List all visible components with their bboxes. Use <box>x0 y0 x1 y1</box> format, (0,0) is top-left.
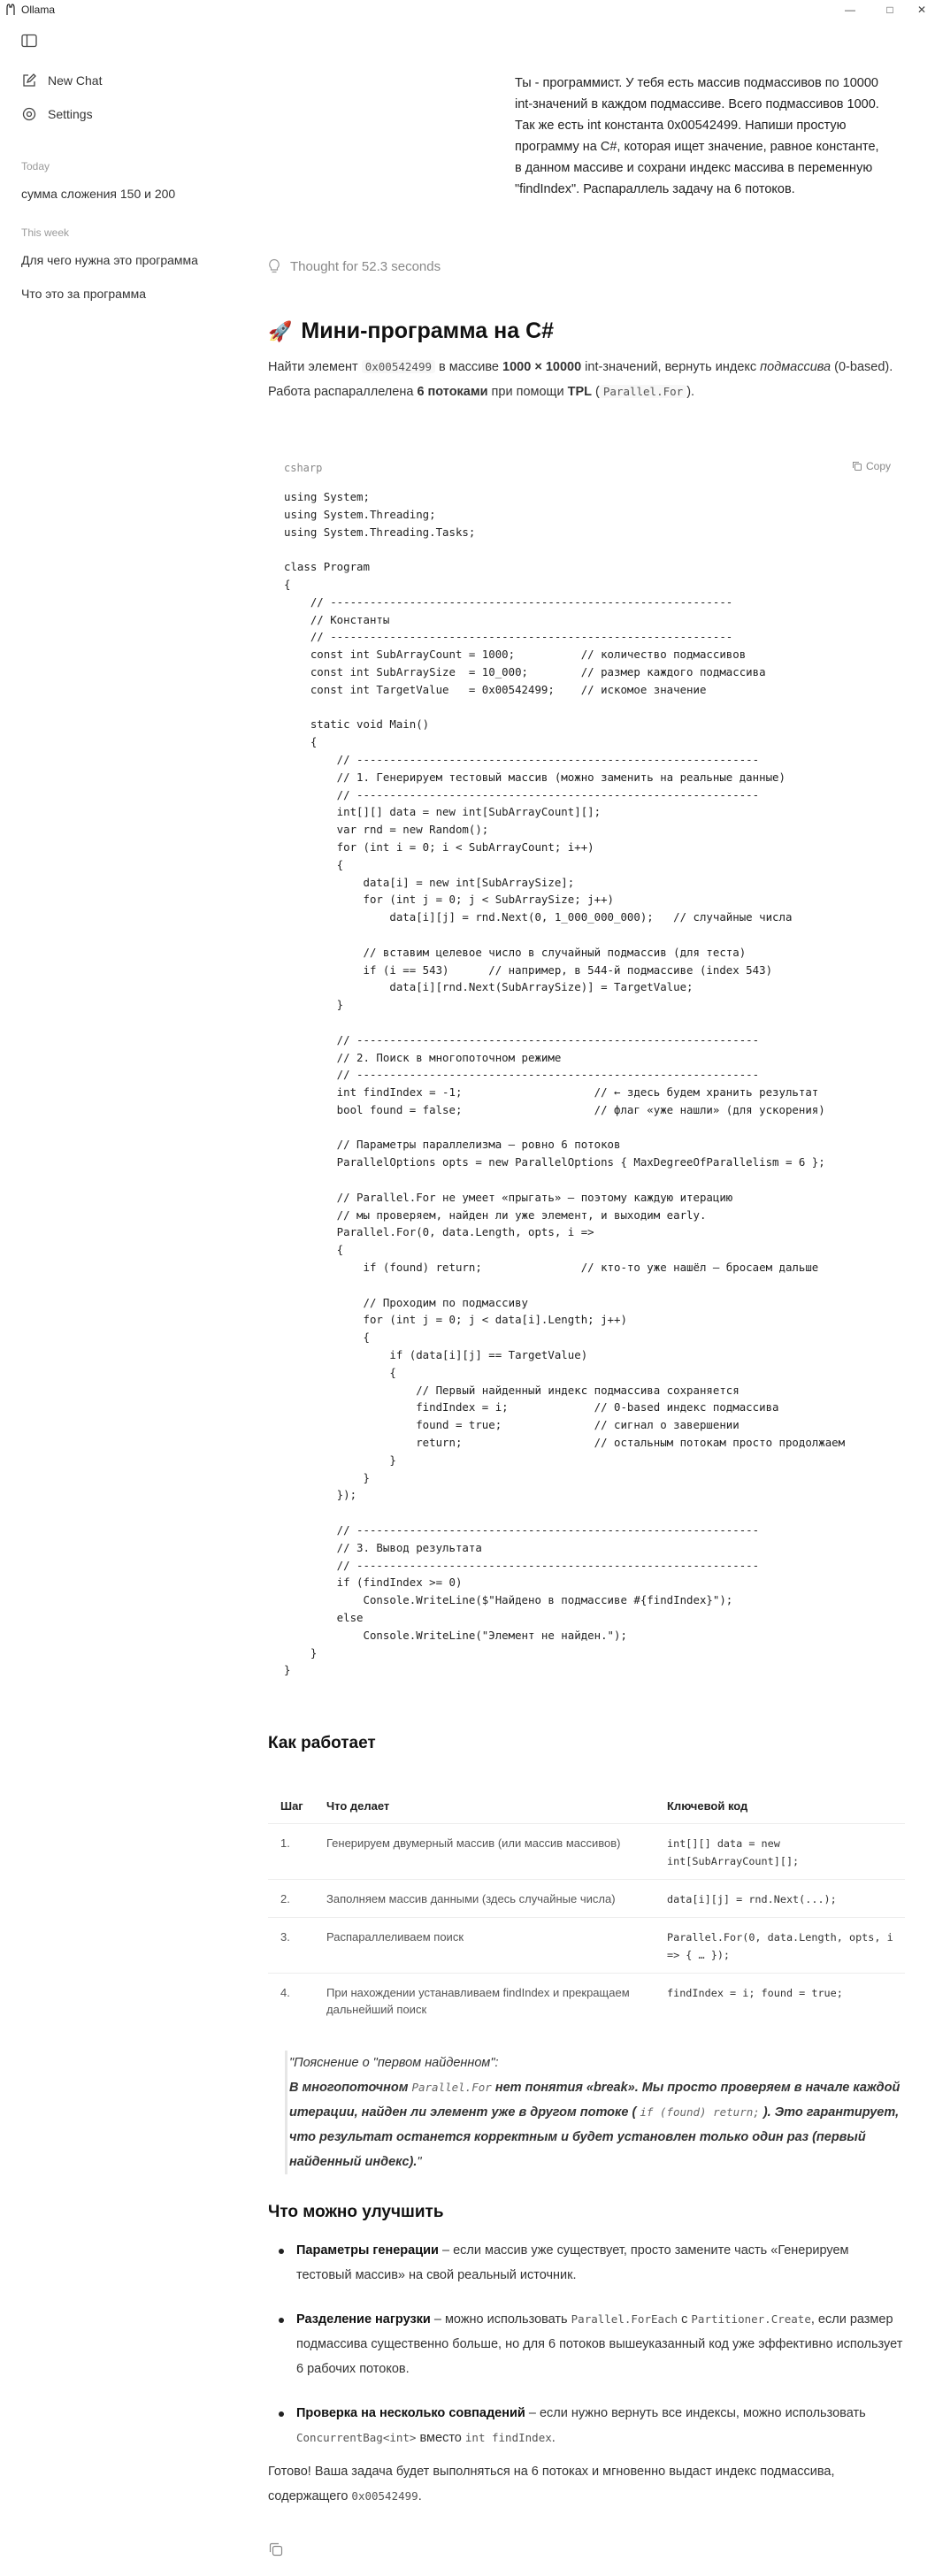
bold-text: Параметры генерации <box>296 2243 439 2258</box>
inline-code: Parallel.For <box>600 385 686 398</box>
code-block <box>268 453 905 1683</box>
user-message: Ты - программист. У тебя есть массив подмассивов по 10000 int-значений в каждом подмассиве. Всего подмассивов 1000. Так же есть int константа 0x00542499. Напиши простую программу на C#, которая ищет значение, равное константе, в данном массиве и сохрани индекс массива в переменную "findIndex". Распараллель задачу на 6 потоков. <box>515 76 879 196</box>
table-row <box>268 1918 905 1974</box>
copy-message-button[interactable] <box>268 2542 284 2562</box>
inline-code: int findIndex <box>464 2431 552 2444</box>
code-cell <box>655 1880 905 1918</box>
what-cell: При нахождении устанавливаем findIndex и прекращаем дальнейший поиск <box>314 1974 655 2028</box>
section-this-week: This week <box>21 226 70 239</box>
new-chat-button[interactable] <box>21 73 102 88</box>
column-header: Ключевой код <box>667 1799 748 1813</box>
note-end: " <box>417 2155 422 2169</box>
note-text: ). Это гарантирует, что результат останется корректным и будет установлен только один раз (первый найденный индекс). <box>289 2105 900 2169</box>
note-text: нет понятия «break». Мы просто проверяем в начале каждой итерации, найден ли элемент уже в другом потоке ( <box>289 2081 901 2120</box>
how-it-works-heading: Как работает <box>268 1734 376 1752</box>
text: – если нужно вернуть все индексы, можно использовать <box>528 2406 866 2420</box>
answer-intro-1 <box>268 355 905 380</box>
inline-code: Partitioner.Create <box>691 2312 811 2326</box>
inline-code: ConcurrentBag<int> <box>296 2431 417 2444</box>
thought-toggle[interactable] <box>267 258 441 274</box>
note-label: "Пояснение о "первом найденном": <box>289 2056 499 2070</box>
copy-label: Copy <box>865 460 891 472</box>
text: ( <box>595 385 600 399</box>
bold-text: 1000 × 10000 <box>502 360 582 374</box>
text: в массиве <box>439 360 499 374</box>
text: (0-based). <box>834 360 893 374</box>
code-cell <box>655 1824 905 1880</box>
chat-item[interactable]: Для чего нужна это программа <box>21 253 198 267</box>
column-header: Что делает <box>326 1799 390 1813</box>
title-bar <box>0 0 935 19</box>
table-header-row <box>268 1787 905 1824</box>
what-cell: Распараллеливаем поиск <box>314 1918 655 1974</box>
list-item <box>268 2401 905 2450</box>
inline-code: if (found) return; <box>640 2105 760 2119</box>
inline-code: int[][] data = new int[SubArrayCount][]; <box>667 1837 800 1867</box>
table-row <box>268 1880 905 1918</box>
table-row <box>268 1974 905 2028</box>
chat-item[interactable]: Что это за программа <box>21 287 146 301</box>
new-chat-label: New Chat <box>48 73 103 88</box>
text: ). <box>686 385 695 399</box>
ollama-logo-icon <box>5 4 16 16</box>
text: Работа распараллелена <box>268 385 414 399</box>
what-cell: Генерируем двумерный массив (или массив массивов) <box>314 1824 655 1880</box>
text: – можно использовать <box>433 2312 568 2327</box>
code-language: csharp <box>284 462 323 474</box>
bold-text: Проверка на несколько совпадений <box>296 2406 525 2420</box>
answer-title-text: Мини-программа на C# <box>301 318 555 343</box>
italic-text: подмассива <box>760 360 832 374</box>
chat-item[interactable]: сумма сложения 150 и 200 <box>21 187 176 201</box>
step-cell: 2. <box>268 1880 314 1918</box>
column-header: Шаг <box>280 1799 303 1813</box>
compose-icon <box>21 73 37 88</box>
step-cell: 4. <box>268 1974 314 2028</box>
close-window-button[interactable]: ✕ <box>916 4 927 16</box>
thought-label: Thought for 52.3 seconds <box>290 258 441 274</box>
text: Готово! Ваша задача будет выполняться на 6 потоках и мгновенно выдаст индекс подмассива, содержащего <box>268 2465 835 2503</box>
inline-code: Parallel.For <box>411 2081 492 2094</box>
gear-icon <box>21 106 37 122</box>
rocket-icon: 🚀 <box>268 319 293 342</box>
text: . <box>418 2489 422 2503</box>
answer-intro-2 <box>268 380 905 404</box>
app-title: Ollama <box>21 4 56 16</box>
text: – если массив уже существует, просто замените часть «Генерируем тестовый массив» на свой реальный источник. <box>296 2243 849 2282</box>
note-quote <box>285 2051 904 2174</box>
text: int-значений, вернуть индекс <box>585 360 757 374</box>
settings-label: Settings <box>48 107 93 121</box>
section-today: Today <box>21 160 50 172</box>
maximize-button[interactable]: □ <box>886 4 893 16</box>
assistant-answer <box>268 318 905 404</box>
text: Найти элемент <box>268 360 358 374</box>
lightbulb-icon <box>267 258 281 274</box>
how-it-works-table <box>268 1787 905 2027</box>
inline-code: data[i][j] = rnd.Next(...); <box>667 1893 837 1905</box>
settings-button[interactable] <box>21 106 93 122</box>
code-content: using System; using System.Threading; using System.Threading.Tasks; class Program { // ------------------------------------------------------------- // Константы // ------------------------------------------------------------- const int SubArrayCount = 1000; // количество подмассивов const int SubArraySize = 10_000; // размер каждого подмассива const int TargetValue = 0x00542499; // искомое значение static void Main() { // ------------------------------------------------------------- // 1. Генерируем тестовый массив (можно заменить на реальные данные) // ------------------------------------------------------------- int[][] data = new int[SubArrayCount][]; var rnd = new Random(); for (int i = 0; i < SubArrayCount; i++) { data[i] = new int[SubArraySize]; for (int j = 0; j < SubArraySize; j++) data[i][j] = rnd.Next(0, 1_000_000_000); // случайные числа // вставим целевое число в случайный подмассив (для теста) if (i == 543) // например, в 544-й подмассиве (index 543) data[i][rnd.Next(SubArraySize)] = TargetValue; } // ------------------------------------------------------------- // 2. Поиск в многопоточном режиме // ------------------------------------------------------------- int findIndex = -1; // ← здесь будем хранить результат bool found = false; // флаг «уже нашли» (для ускорения) // Параметры параллелизма – ровно 6 потоков ParallelOptions opts = new ParallelOptions { MaxDegreeOfParallelism = 6 }; // Parallel.For не умеет «прыгать» – поэтому каждую итерацию // мы проверяем, найден ли уже элемент, и выходим early. Parallel.For(0, data.Length, opts, i => { if (found) return; // кто-то уже нашёл – бросаем дальше // Проходим по подмассиву for (int j = 0; j < data[i].Length; j++) { if (data[i][j] == TargetValue) { // Первый найденный индекс подмассива сохраняется findIndex = i; // 0-based индекс подмассива found = true; // сигнал о завершении return; // остальным потокам просто продолжаем } } }); // ------------------------------------------------------------- // 3. Вывод результата // ------------------------------------------------------------- if (findIndex >= 0) Console.WriteLine($"Найдено в подмассиве #{findIndex}"); else Console.WriteLine("Элемент не найден."); } } <box>284 490 846 1677</box>
bold-text: TPL <box>567 385 592 399</box>
improve-heading: Что можно улучшить <box>268 2203 444 2221</box>
answer-title <box>268 318 905 344</box>
list-item <box>268 2307 905 2381</box>
sidebar-toggle-icon <box>21 34 37 48</box>
text: , если размер подмассива существенно больше, но для 6 потоков вышеуказанный код уже эффективно использует 6 рабочих потоков. <box>296 2312 903 2376</box>
step-cell: 3. <box>268 1918 314 1974</box>
inline-code: findIndex = i; found = true; <box>667 1987 843 1999</box>
code-cell <box>655 1918 905 1974</box>
copy-icon <box>268 2542 284 2557</box>
final-paragraph <box>268 2459 905 2509</box>
code-cell <box>655 1974 905 2028</box>
text: . <box>551 2431 556 2445</box>
sidebar-toggle-button[interactable] <box>21 34 37 52</box>
text: при помощи <box>491 385 564 399</box>
inline-code: Parallel.For(0, data.Length, opts, i => { … }); <box>667 1931 893 1961</box>
improve-list <box>268 2238 905 2470</box>
copy-icon <box>852 461 862 472</box>
table-row <box>268 1824 905 1880</box>
bold-text: 6 потоками <box>417 385 488 399</box>
step-cell: 1. <box>268 1824 314 1880</box>
sidebar <box>0 19 230 373</box>
note-text: В многопоточном <box>289 2081 409 2095</box>
bold-text: Разделение нагрузки <box>296 2312 431 2327</box>
what-cell: Заполняем массив данными (здесь случайные числа) <box>314 1880 655 1918</box>
list-item <box>268 2238 905 2288</box>
inline-code: 0x00542499 <box>362 360 435 373</box>
copy-code-button[interactable] <box>852 460 891 472</box>
text: с <box>681 2312 688 2327</box>
text: вместо <box>419 2431 462 2445</box>
inline-code: 0x00542499 <box>351 2489 418 2503</box>
inline-code: Parallel.ForEach <box>571 2312 678 2326</box>
minimize-button[interactable]: — <box>845 4 855 16</box>
